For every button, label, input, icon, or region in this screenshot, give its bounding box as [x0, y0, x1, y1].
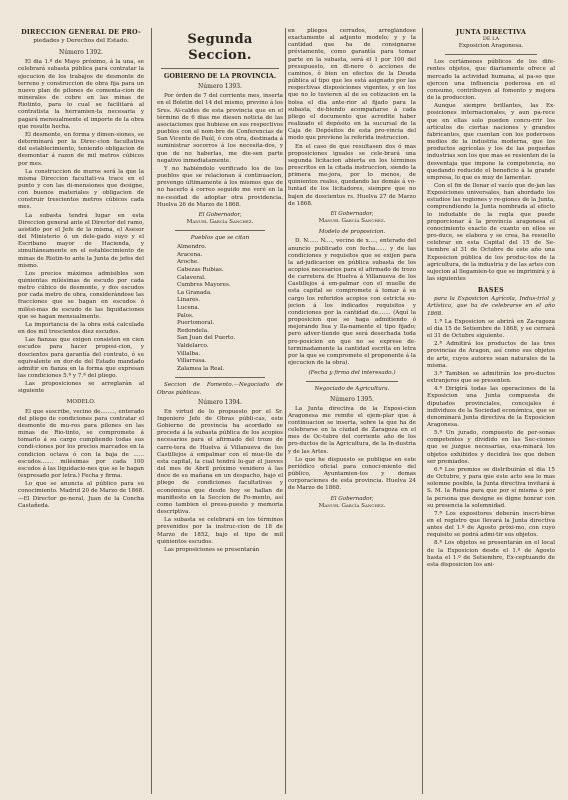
column-3 — [288, 28, 416, 794]
paragraph: En el caso de que resultasen dos ó mas proposiciones iguales se cele-brará una segunda licitacion abierta en los términos prescritos en la citada instruccion, siendo la primera me-jora, por lo menos, de quinientos reales, quedando las demás á vo-luntad de los licitadores, siempre que no bajen de doscientos rs. Huelva 27 de Marzo de 1868. — [288, 143, 416, 207]
list-item: Aracena. — [177, 251, 203, 258]
model-title: MODELO. — [66, 398, 96, 405]
section-title: Segunda Seccion. — [187, 32, 253, 63]
paragraph: Los precios máximos admisibles son quinientas milésimas de escudo por cada metro cúbico de desmonte, y dos escudos por cada metro de obra, considerándose las fracciones que se hagan en escudos ó milési-mas de escudo de las liquidaciones que se hagan mensualmente. — [18, 270, 144, 320]
agricultura-section-title: Negociado de Agricultura. — [314, 386, 390, 393]
divider — [161, 68, 279, 69]
direccion-general-header: DIRECCION GENERAL DE PRO- — [21, 28, 141, 36]
column-1 — [18, 28, 144, 794]
exposicion-header: Exposicion Aragonesa. — [458, 43, 524, 50]
column-rule — [285, 28, 286, 794]
list-item: Valdelarco. — [177, 343, 209, 349]
paragraph: El desmonte, en forma y dimen-siones, se determinará por la Direc-cion facultativa del establecimiento, teniendo obligacion de desmontar á razon de mil metros cúbicos por mes. — [18, 131, 144, 167]
paragraph: Las proposiciones se presentarán — [164, 546, 260, 553]
signature-title: El Gobernador, — [330, 495, 374, 502]
towns-list — [177, 244, 283, 373]
paragraph: Los certámenes públicos de los dife-rentes objetos, que diariamente ofrece al mercado la actividad humana, al pa-so que ejercen una influencia poderosa en el consumo, contribuyen al fomento y mejora de la produccion. — [427, 59, 555, 102]
column-rule — [151, 28, 152, 794]
announcement-number-1392: Número 1392. — [59, 49, 103, 57]
paragraph: Las proposiciones se arreglarán al siguiente — [18, 381, 144, 395]
list-item: Lucena. — [177, 305, 200, 312]
paragraph: en pliegos cerrados, arreglándose exactamente al adjunto modelo; y y la cantidad que ha de consignarse préviamente, como garantía para tomar parte en la subasta, será el 1 por 100 del presupuesto, en di-nero ó acciones de caminos, ó bien en efectos de la Deuda pública al tipo que les está asignado por las respectivas disposiciones vigentes, y en los que no lo tuvieren al de su cotizacion en la bolsa el dia ante-rior al fijado para la subasta, de-biendo acompañarse á cada pliego el documento que acredite haber realizado el depósito en la sucursal de la Caja de Depósitos de esta pro-vincia del modo que previene la referida instruccion. — [288, 28, 416, 142]
list-item: Cumbres Mayores. — [177, 282, 231, 289]
list-item: Linares. — [177, 297, 201, 304]
announcement-number-1394: Número 1394. — [198, 398, 242, 406]
list-item: Redondela. — [177, 327, 209, 334]
paragraph: El dia 1.º de Mayo próximo, á la una, se celebrará subasta pública para contratar la ejecucion de los trabajos de desmonte de terreno y construccion de obra fija para un nuevo plan de pilones de comenta-cion de minerales de cobre en las minas de Riotinto, para lo cual se facilitará al contratista la herramien-ta necesaria y pagará mensualmente el importe de la obra que resulte hecha. — [18, 59, 144, 130]
paragraph: Por órden de 7 del corriente mes, inserta en el Boletin del 14 del mismo, previno á los Sres. Al-caldes de esta provincia que en el término de 6 dias me diesen noticia de las asociaciones que hubiese en sus respectivos pueblos con el nom-bre de Conferencias de San Vicente de Paúl, ó con otra, destinada á suministrar socorros á los necesita-dos, y que de no haberlas, me die-sen parte negativo inmediatamente. — [157, 93, 283, 164]
paragraph: La subasta tendrá lugar en esta Direccion general ante el Director del ramo, asistido por el Jefe de la misma, el Asesor del Ministerio ó un dele-gado suyo y el Escribano mayor de Hacienda, y simultáneamente en el establecimiento de minas de Riotin-to ante la Junta de jefes del mismo. — [18, 212, 144, 269]
bases-intro: para la Exposicion Agrícola, Indus-trial y Artística, que ha de celebrarse en el año 1868. — [427, 296, 555, 317]
base-item: 5.ª Un jurado, compuesto de per-sonas competentes y dividido en las Sec-ciones que se juzgue necesarias, exa-minará los objetos exhibidos y decidirá los que deben ser premiados. — [427, 430, 555, 465]
column-rule — [422, 28, 423, 794]
list-item: Puertomoral. — [177, 320, 215, 327]
base-item: 4.ª Dirigirá todas las operaciones de la Exposicion una Junta compuesta de diputados provinciales, concejales é individuos de la Sociedad económica, que se denominará Junta directiva de la Exposicion Aragonesa. — [427, 386, 555, 428]
paragraph: En virtud de lo propuesto por el Sr. Ingeniero Jefe de Obras públi-cas, este Gobierno de provincia ha acordado se proceda á la subasta pública de los acopios necesarios para el afirmado del trozo de carre-tera de Huelva á Villanueva de los Castillejos á empalmar con el mue-lle de esta capital, la cual tendrá lu-gar el jueves del mes de Abril próximo venidero á las doce de su mañana en un despacho, bajo el pliego de condiciones facultativas y económicas que desde hoy se hallan de manifiesto en la Seccion de Fo-mento, así como tambien el presu-puesto y memoria descriptiva. — [157, 408, 283, 516]
paragraph: Lo que he dispuesto se publique en este periódico oficial para conoci-miento del público, Ayuntamien-tos y demas corporaciones de esta provincia. Huelva 24 de Marzo de 1868. — [288, 456, 416, 492]
paragraph: Las fianzas que exigen consisten en cien escudos para hacer proposi-cion, y doscientos para garantía del contrato, ó su equivalente en dor-de del Estado mandado admitir en fianza en la forma que expresan las condiciones 5.ª y 7.ª del pliego. — [18, 337, 144, 380]
towns-title: Pueblos que se citan — [190, 235, 250, 242]
column-2 — [157, 28, 283, 794]
model-title: Modelo de proposicion. — [318, 229, 386, 236]
divider — [445, 54, 537, 55]
signature-name: Manuel García Sanchez. — [186, 218, 254, 225]
signature-title: El Gobernador, — [330, 210, 374, 217]
paragraph: La construccion de muros será la que la misma Direccion facultati-va trace en el punto y con las di-mensiones que designe, con buenos materiales y obligacion de construir trescientos metros cúbicos cada mes. — [18, 168, 144, 211]
model-text: D. N...... N...., vecino de x...., enterado del anuncio publicado con fecha...... y de las condiciones y requisitos que se exijen para la ad-judicacion en pública subasta de los acopios necesarios para el afirmado de trozo de carretera de Huelva á Villanueva de los Castillejos á em-palmar con el muelle de esta capital se compromete á tomar á su cargo los referidos acopios con estricta su-jecion á los indicados requisitos y condiciones por la cantidad de....... (Aquí la proposicion que se haga admitiendo ó mejorando lisa y lla-namente el tipo fijado; pero adver-tiendo que será desechada toda pro-posicion en que no se exprese de-terminadamente la cantidad escrita en letra por la que se compromete el proponente á la ejecucion de la obra). — [288, 238, 416, 367]
model-signature: (Fecha y firma del interesado.) — [308, 370, 396, 377]
announcement-number-1395: Número 1395. — [330, 395, 374, 403]
list-item: Palos. — [177, 312, 194, 319]
direccion-general-subheader: piedades y Derechos del Estado. — [33, 38, 129, 44]
closing-paragraph: Lo que se anuncia al público para su conocimiento. Madrid 20 de Marzo de 1868.—El Director ge-neral, Juan de la Concha Castañeda. — [18, 481, 144, 509]
paragraph: La subasta se celebrará en los términos prevenidos por la instruc-cion de 18 de Marzo de 1852, bajo el tipo de mil quinientos escudos. — [157, 517, 283, 545]
base-item: 7.ª Los expositores deberán inscri-birse en el registro que llevará la Junta directiva antes del 1.º de Agosto próxi-mo, con cuyo requisito se podrá admi-tir sus objetos. — [427, 510, 555, 539]
divider — [175, 377, 265, 378]
list-item: Villalba. — [177, 350, 201, 357]
list-item: Almendro. — [177, 244, 207, 251]
list-item: Cabezas Rubias. — [177, 267, 224, 274]
paragraph: Aunque siempre brillantes, las Ex-posiciones internacionales, y aun pa-rece que en ellas solo pueden concu-rrir los artículos de ciertas naciones y grandes fabricantes, que cuentan con los poderosos medios de la industria moderna, que los productos agrícolas y los de las pequeñas industrias son los que mas se resienten de la desventaja que impone la competencia, no quedando reducido el beneficio á la grande empresa, lo que es muy de lamentar. — [427, 103, 555, 181]
bases-title: BASES — [477, 287, 505, 295]
signature-name: Manuel García Sanchez. — [318, 218, 386, 225]
column-4 — [427, 28, 555, 794]
list-item: San Juan del Puerto. — [177, 335, 236, 342]
base-item: 2.ª Admitirá los productos de las tres provincias de Aragon, así como sus objetos de arte, cuyos autores sean naturales de la misma. — [427, 341, 555, 369]
base-item: 6.ª Los premios se distribuirán el dia 15 de Octubre, y para que este acto sea lo mas solemne posible, la Junta directiva invitará á S. M. la Reina para que por sí misma ó por la persona que designe se digne honrar con su presencia la solemnidad. — [427, 466, 555, 509]
signature-title: El Gobernador, — [198, 211, 242, 218]
divider — [306, 381, 398, 382]
fomento-section-title: Seccion de Fomento.—Negociado de Obras públicas. — [157, 382, 283, 396]
model-text: El que suscribe, vecino de........, enterado del pliego de condiciones para contratar el desmonte de mu-ros para pilones en las minas de Rio-tinto, se compromete á tomarlo á su cargo cumpliendo todas sus condi-ciones por los precios marcados en la condicion octava ó con la baja de ...... escudos....... milésimas por cada 100 escudos á las liquidacio-nes que se le hagan (expresado por letra.) Fecha y firma. — [18, 408, 144, 480]
paragraph: Y no habiéndolo verificado los de los pueblos que se relacionan á continuacion, prevengo últimamente á los mismos que de no hacerlo á correo seguido me veré en la ne-cesidad de adoptar otra providencia. Huelva 26 de Marzo de 1868. — [157, 165, 283, 208]
list-item: Zalamea la Real. — [177, 365, 225, 372]
base-item: 8.ª Los objetos se presentarán en el local de la Exposicion desde el 1.º de Agosto hasta el 1.º de Setiembre, Ex-ceptuando de esta disposicion los ani- — [427, 540, 555, 568]
paragraph: La Junta directiva de la Exposi-cion Aragonesa me remite el ejem-plar que á continuacion se inserta, sobre la que ha de celebrarse en la ciudad de Zaragoza en el mes de Oc-tubre del corriente año de los pro-ductos de la Agricultura, de la In-dustria y de las Artes. — [288, 405, 416, 455]
paragraph: Con el fin de llenar el vacío que de-jan las Exposiciones universales, han abordado los estudios las regiones y re-giones de la Junta, comprendiendo la Junta nombrada al efecto lo indudable de la regla que puede proporcionar á la provincia aragonesa el conocimiento exacto de cuanto en ellos se pro-duce, se elabora y se crea, ha resuelto celebrar en esta Capital del 15 de Se-tiembre al 31 de Octubre de este año una Exposicion pública de los produc-tos de la agricultura, de la industria y de las artes con sujecion al llegamien-to que se imprimirá y á las siguientes — [427, 182, 555, 282]
signature-name: Manuel García Sanchez. — [318, 502, 386, 509]
base-item: 1.ª La Exposicion se abrirá en Za-ragoza el dia 15 de Setiembre de 1868, y se cerrará el 31 de Octubre siguiente. — [427, 318, 555, 340]
list-item: Villarrasa. — [177, 358, 207, 365]
announcement-number-1393: Número 1393. — [198, 83, 242, 91]
paragraph: La importancia de la obra está calculada en dos mil trescientos diez escudos. — [18, 321, 144, 336]
junta-header-connector: DE LA — [482, 36, 500, 42]
base-item: 3.ª Tambien se admitirán los pro-ductos extranjeros que se presenten. — [427, 370, 555, 385]
divider — [175, 230, 265, 231]
list-item: Calaveral. — [177, 274, 206, 281]
junta-directiva-header: JUNTA DIRECTIVA — [456, 28, 526, 36]
list-item: La Granada. — [177, 289, 212, 296]
gobierno-header: GOBIERNO DE LA PROVINCIA. — [163, 72, 277, 80]
list-item: Aroche. — [177, 259, 199, 266]
